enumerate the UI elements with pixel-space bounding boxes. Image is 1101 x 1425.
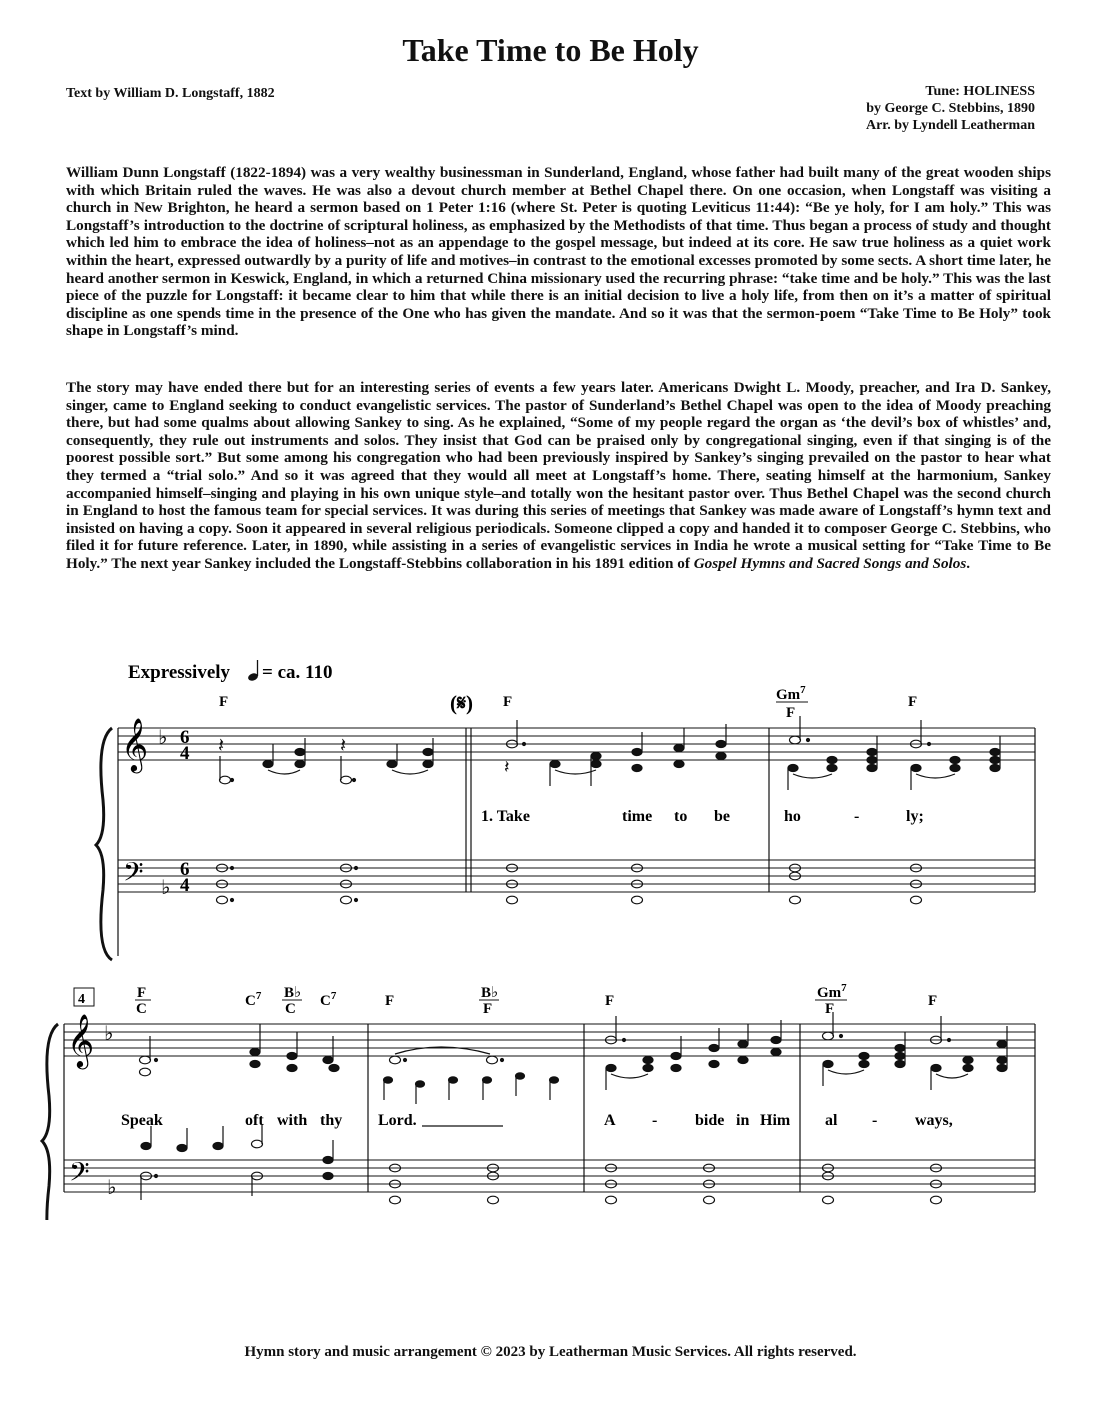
lyric-syllable: bide [695,1112,725,1129]
chord-symbol: F [605,993,615,1009]
svg-text:𝄽: 𝄽 [218,735,225,757]
tune-credits [866,83,1035,134]
story-paragraph-2: The story may have ended there but for an interesting series of events a few years later. Americans Dwight L. Moody, preacher, and Ira D. Sankey, singer, came to England seeking to conduct evangelistic services. The pastor of Sunderland’s Bethel Chapel was open to the idea of Moody preaching there, but had some qualms about allowing Sankey to sing. As he explained, “Some of my people regard the organ as ‘the devil’s box of whistles’ and, consequently, they rule out instruments and solos. They insist that God can be praised only by congregational singing, even if that singing is of the poorest possible sort.” But some among his congregation who had been previously inspired by Sankey’s singing prevailed on the pastor to hear what they termed a “trial solo.” And so it was agreed that they would all meet at Longstaff’s home. There, seating himself at the harmonium, Sankey accompanied himself–singing and playing in his own unique style–and totally won the hesitant pastor over. Thus Bethel Chapel was the second church in England to host the famous team for special services. It was during this series of meetings that Sankey was made aware of Longstaff’s hymn text and insisted on having a copy. Soon it appeared in several religious periodicals. Someone clipped a copy and handed it to composer George C. Stebbins, who filed it for future reference. Later, in 1890, while assisting in a series of evangelistic services in India he wrote a musical setting for “Take Time to Be Holy.” The next year Sankey included the Longstaff-Stebbins collaboration in his 1891 edition of Gospel Hymns and Sacred Songs and Solos. [66,379,1051,572]
measure-number: 4 [78,992,85,1007]
lyric-syllable: ways, [915,1112,953,1129]
lyric-syllable: - [854,808,860,825]
lyric-syllable: A [604,1112,616,1129]
bass-staff [64,1160,1035,1192]
treble-clef-icon: 𝄞 [67,1015,95,1066]
chord-symbol: F [908,694,918,710]
flat-key-signature-icon: ♭ [161,877,171,899]
svg-text:𝄽: 𝄽 [340,735,347,757]
brace [96,728,112,960]
chord-symbol: C [285,1001,296,1017]
arranger-credit: Arr. by Lyndell Leatherman [865,118,1035,133]
music-score [0,640,1101,1220]
lyric-syllable: Him [760,1112,791,1129]
lyric-syllable: to [674,808,688,825]
treble-notes [140,1012,1008,1104]
text-credit: Text by William D. Longstaff, 1882 [66,86,275,101]
lyric-syllable: - [872,1112,878,1129]
page-title: Take Time to Be Holy [402,32,699,68]
chord-symbol: B♭ [481,985,499,1001]
flat-key-signature-icon: ♭ [107,1177,117,1199]
quarter-note-icon [247,660,259,682]
book-title: Gospel Hymns and Sacred Songs and Solos [693,554,967,572]
time-signature-bottom: 4 [180,875,190,896]
bass-clef-icon: 𝄢 [69,1157,90,1193]
copyright-footer: Hymn story and music arrangement © 2023 by Leatherman Music Services. All rights reserved. [244,1344,857,1360]
story-paragraph-2-text: The story may have ended there but for an interesting series of events a few years later. Americans Dwight L. Moody, preacher, and Ira D. Sankey, singer, came to England seeking to conduct evangelistic services. The pastor of Sunderland’s Bethel Chapel was open to the idea of Moody preaching there, but had some qualms about allowing Sankey to sing. As he explained, “Some of my people regard the organ as ‘the devil’s box of whistles’ and, consequently, they rule out instruments and solos. They insist that God can be praised only by congregational singing, even if that singing is of the poorest possible sort.” But some among his congregation who had been previously inspired by Sankey’s singing prevailed on the pastor to hear what they termed a “trial solo.” And so it was agreed that they would all meet at Longstaff’s home. There, seating himself at the harmonium, Sankey accompanied himself–singing and playing in his own unique style–and totally won the hesitant pastor over. Thus Bethel Chapel was the second church in England to host the famous team for special services. It was during this series of meetings that Sankey was made aware of Longstaff’s hymn text and insisted on having a copy. Soon it appeared in several religious periodicals. Someone clipped a copy and handed it to composer George C. Stebbins, who filed it for future reference. Later, in 1890, while assisting in a series of evangelistic services in India he wrote a musical setting for “Take Time to Be Holy.” The next year Sankey included the Longstaff-Stebbins collaboration in his 1891 edition of [66,379,1051,572]
treble-notes [218,716,1000,790]
treble-staff [118,728,1035,760]
chord-symbol: $C^7$ [320,990,337,1009]
tune-name: Tune: HOLINESS [925,84,1035,99]
chord-symbol: F [219,694,229,710]
chord-symbol: F [137,985,147,1001]
treble-staff [64,1024,1035,1056]
chord-symbol: B♭ [284,985,302,1001]
time-signature-bottom: 4 [180,743,190,764]
chord-symbol: C [136,1001,147,1017]
chord-symbol: F [385,993,395,1009]
lyric-syllable: be [714,808,730,825]
lyric-syllable: - [652,1112,658,1129]
lyric-syllable: oft [245,1112,264,1129]
lyric-syllable: Speak [121,1112,163,1129]
svg-text:𝄽: 𝄽 [504,757,510,777]
chord-symbol: F [928,993,938,1009]
time-signature-top: 6 [180,859,190,880]
lyric-syllable: time [622,808,653,825]
chord-symbol: Gm$^7$ [776,684,806,703]
flat-key-signature-icon: ♭ [158,727,168,749]
chord-symbol: F [786,705,796,721]
lyric-syllable: Lord. [378,1112,417,1129]
story-paragraph-1: William Dunn Longstaff (1822-1894) was a very wealthy businessman in Sunderland, England, whose father had built many of the great wooden ships with which Britain ruled the waves. He was also a devout church member at Bethel Chapel there. On one occasion, when Longstaff was visiting a church in New Brighton, he heard a sermon based on 1 Peter 1:16 (where St. Peter is quoting Leviticus 11:44): “Be ye holy, for I am holy.” This was Longstaff’s introduction to the doctrine of scriptural holiness, as emphasized by the Methodists of that time. Thus began a process of study and thought which led him to embrace the idea of holiness–not as an appendage to the gospel message, but indeed at its core. He saw true holiness as a quiet work within the heart, expressed outwardly by a purity of life and motives–in contrast to the emotional excesses promoted by some sects. A short time later, he heard another sermon in Keswick, England, in which a returned China missionary used the recurring phrase: “take time and be holy.” This was the last piece of the puzzle for Longstaff: it became clear to him that while there is an initial decision to live a holy life, from then on it’s a matter of spiritual discipline as one spends time in the presence of the One who has given the mandate. And so it was that the sermon-poem “Take Time to Be Holy” took shape in Longstaff’s mind. [66,164,1051,340]
tempo-value: = ca. 110 [262,662,333,683]
bass-staff [118,860,1035,892]
chord-symbol: $C^7$ [245,990,262,1009]
lyric-syllable: in [736,1112,750,1129]
lyric-syllable: with [277,1112,308,1129]
lyric-syllable: 1. Take [481,808,530,825]
lyric-syllable: al [825,1112,838,1129]
lyric-syllable: ly; [906,808,924,825]
flat-key-signature-icon: ♭ [104,1023,114,1045]
chord-symbol: F [825,1001,835,1017]
brace [42,1024,58,1220]
composer-credit: by George C. Stebbins, 1890 [866,101,1035,116]
lyric-syllable: thy [320,1112,343,1129]
chord-symbol: F [503,694,513,710]
bass-clef-icon: 𝄢 [123,857,144,893]
tempo-marking: Expressively [128,662,231,683]
lyric-syllable: ho [784,808,801,825]
segno-sign: (𝄋) [450,691,474,715]
chord-symbol: Gm$^7$ [817,982,847,1001]
time-signature-top: 6 [180,727,190,748]
chord-symbol: F [483,1001,493,1017]
treble-clef-icon: 𝄞 [121,719,149,770]
